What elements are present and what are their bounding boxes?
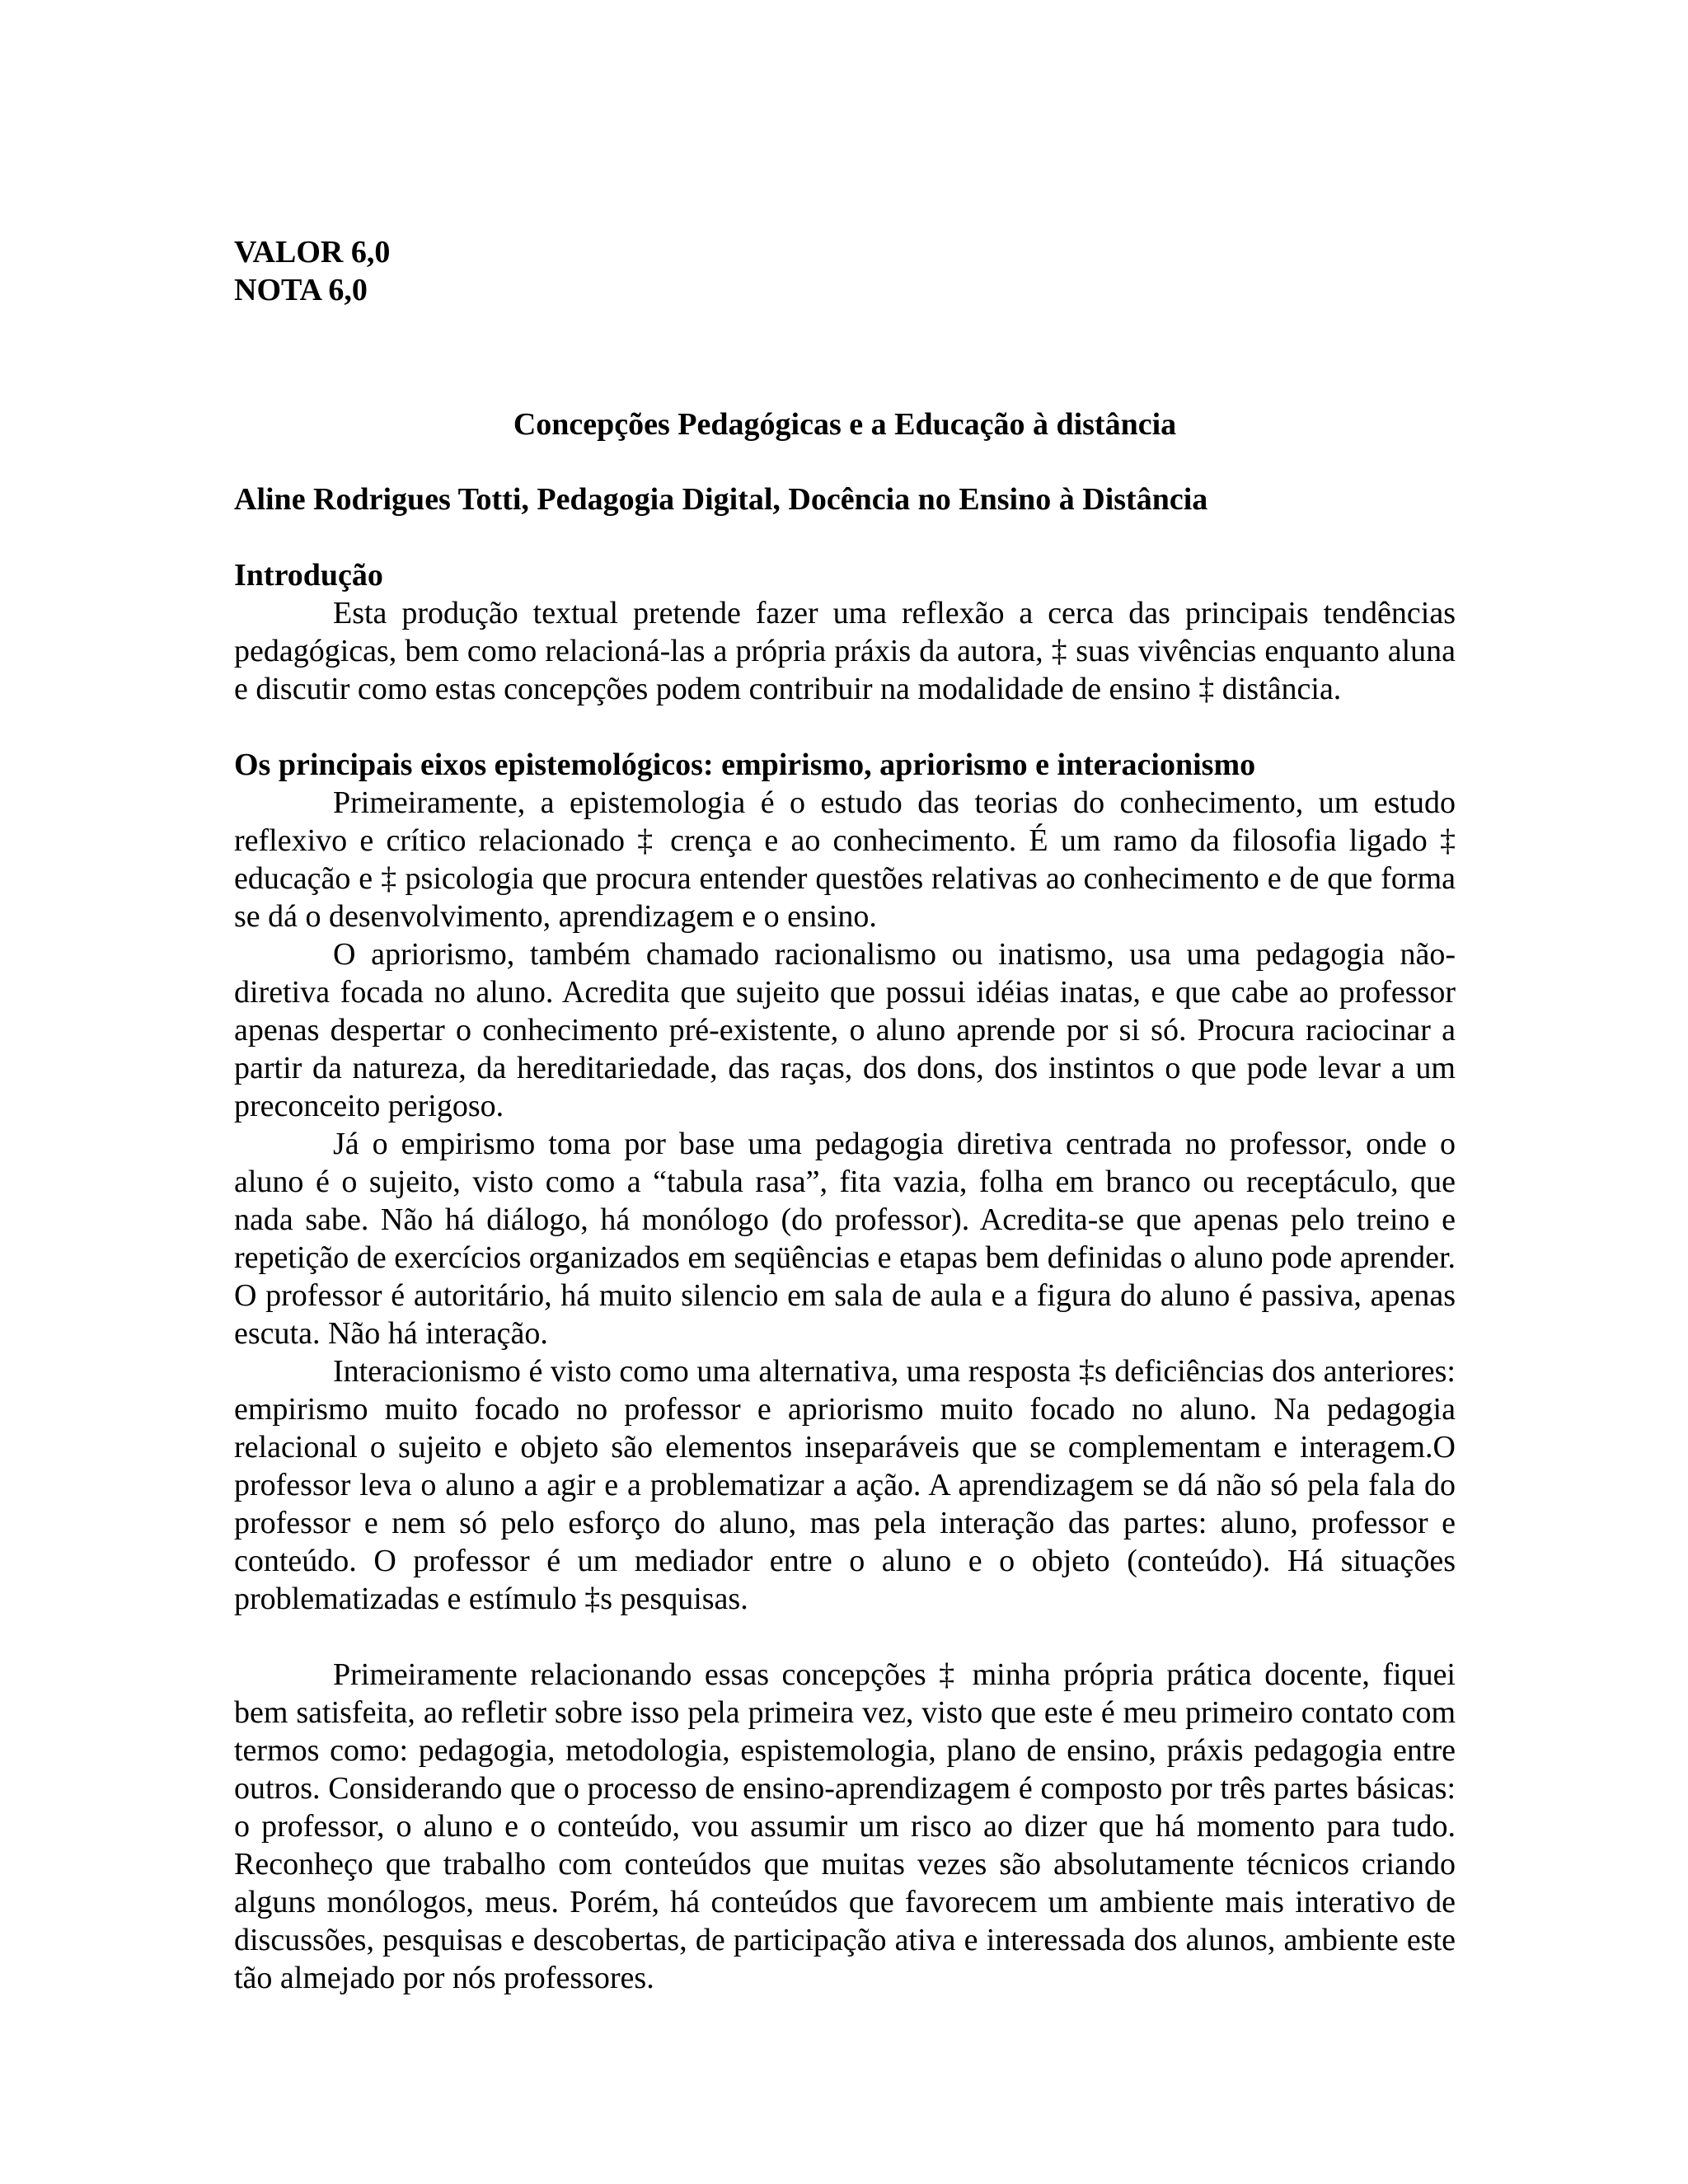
author-line: Aline Rodrigues Totti, Pedagogia Digital, Docência no Ensino à Distância <box>234 482 1208 517</box>
eixos-paragraph-3: Já o empirismo toma por base uma pedagogia diretiva centrada no professor, onde o aluno é o sujeito, visto como a “tabula rasa”, fita vazia, folha em branco ou receptáculo, que nada sabe. Não há diálogo, há monólogo (do professor). Acredita-se que apenas pelo treino e repetição de exercícios organizados em seqüências e etapas bem definidas o aluno pode aprender. O professor é autoritário, há muito silencio em sala de aula e a figura do aluno é passiva, apenas escuta. Não há interação. <box>234 1127 1456 1351</box>
intro-paragraph: Esta produção textual pretende fazer uma reflexão a cerca das principais tendências pedagógicas, bem como relacioná-las a própria práxis da autora, ‡ suas vivências enquanto aluna e discutir como estas concepções podem contribuir na modalidade de ensino ‡ distância. <box>234 596 1456 706</box>
nota-label: NOTA 6,0 <box>234 273 368 307</box>
eixos-paragraph-2: O apriorismo, também chamado racionalismo ou inatismo, usa uma pedagogia não-diretiva focada no aluno. Acredita que sujeito que possui idéias inatas, e que cabe ao professor apenas despertar o conhecimento pré-existente, o aluno aprende por si só. Procura raciocinar a partir da natureza, da hereditariedade, das raças, dos dons, dos instintos o que pode levar a um preconceito perigoso. <box>234 937 1456 1123</box>
eixos-paragraph-1: Primeiramente, a epistemologia é o estudo das teorias do conhecimento, um estudo reflexivo e crítico relacionado ‡ crença e ao conhecimento. É um ramo da filosofia ligado ‡ educação e ‡ psicologia que procura entender questões relativas ao conhecimento e de que forma se dá o desenvolvimento, aprendizagem e o ensino. <box>234 785 1456 934</box>
intro-heading: Introdução <box>234 558 383 593</box>
eixos-paragraph-4: Interacionismo é visto como uma alternativa, uma resposta ‡s deficiências dos anteriores: empirismo muito focado no professor e apriorismo muito focado no aluno. Na pedagogia relacional o sujeito e objeto são elementos inseparáveis que se complementam e interagem.O professor leva o aluno a agir e a problematizar a ação. A aprendizagem se dá não só pela fala do professor e nem só pelo esforço do aluno, mas pela interação das partes: aluno, professor e conteúdo. O professor é um mediador entre o aluno e o objeto (conteúdo). Há situações problematizadas e estímulo ‡s pesquisas. <box>234 1354 1456 1616</box>
reflection-paragraph: Primeiramente relacionando essas concepções ‡ minha própria prática docente, fiquei bem satisfeita, ao refletir sobre isso pela primeira vez, visto que este é meu primeiro contato com termos como: pedagogia, metodologia, espistemologia, plano de ensino, práxis pedagogia entre outros. Considerando que o processo de ensino-aprendizagem é composto por três partes básicas: o professor, o aluno e o conteúdo, vou assumir um risco ao dizer que há momento para tudo. Reconheço que trabalho com conteúdos que muitas vezes são absolutamente técnicos criando alguns monólogos, meus. Porém, há conteúdos que favorecem um ambiente mais interativo de discussões, pesquisas e descobertas, de participação ativa e interessada dos alunos, ambiente este tão almejado por nós professores. <box>234 1657 1456 1995</box>
document-body <box>234 233 1456 1997</box>
document-title: Concepções Pedagógicas e a Educação à distância <box>513 407 1177 442</box>
valor-label: VALOR 6,0 <box>234 235 391 269</box>
eixos-heading: Os principais eixos epistemológicos: empirismo, apriorismo e interacionismo <box>234 748 1256 782</box>
grade-block <box>234 233 1456 309</box>
